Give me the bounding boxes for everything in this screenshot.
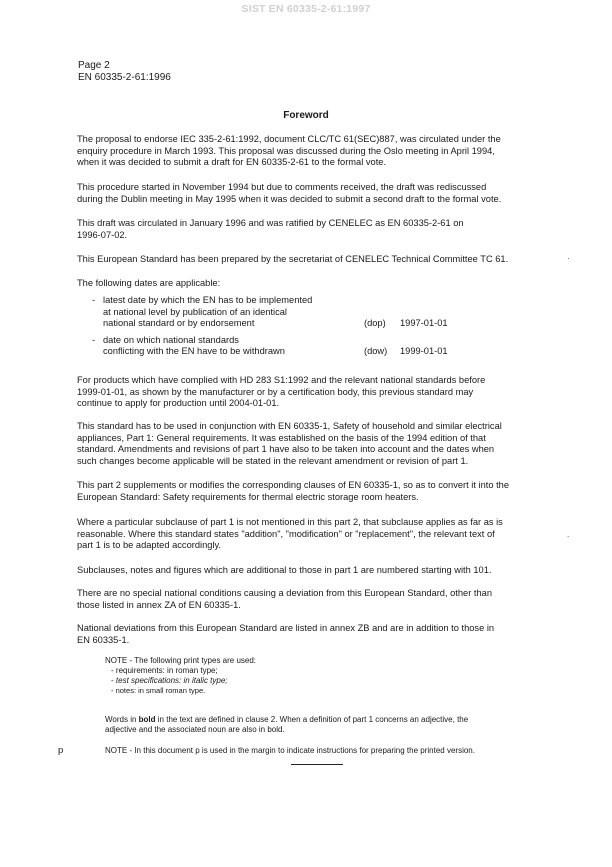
note-item-text: requirements: in roman type; (115, 666, 218, 675)
date-item-text: conflicting with the EN have to be withdrawn (103, 346, 285, 357)
paragraph-national-conditions (77, 588, 565, 611)
words-text: in the text are defined in clause 2. When a definition of part 1 concerns an adjective, the (157, 715, 469, 724)
bullet-dash: - (92, 334, 96, 345)
bullet-dash: - (111, 666, 114, 675)
bullet-dash: - (111, 676, 114, 685)
text-line: standard. Amendments and revisions of part 1 have also to be taken into account and the dates when (77, 444, 495, 455)
watermark: SIST EN 60335-2-61:1997 (241, 3, 371, 15)
text-line: adjective and the associated noun are also in bold. (105, 725, 285, 734)
date-abbreviation: (dop) (364, 318, 386, 329)
paragraph-supplements (77, 480, 565, 503)
date-item-text: date on which national standards (103, 334, 239, 345)
text-line: reasonable. Where this standard states "addition", "modification" or "replacement", the relevant text of (77, 528, 495, 539)
date-item-dow (92, 335, 512, 358)
text-line: This European Standard has been prepared by the secretariat of CENELEC Technical Committee TC 61. (77, 254, 509, 264)
margin-tick: · (567, 254, 570, 263)
margin-mark: p (58, 745, 64, 756)
text-line: during the Dublin meeting in May 1995 when it was decided to submit a second draft to the formal vote. (77, 193, 502, 204)
text-line: 1999-01-01, as shown by the manufacturer or by a certification body, this previous standard may (77, 386, 474, 397)
paragraph-endorsement (77, 134, 565, 169)
document-id: EN 60335-2-61:1996 (78, 72, 171, 83)
text-line (105, 715, 468, 725)
note-item-notes (105, 686, 256, 696)
paragraph-subclause (77, 517, 565, 552)
text-line: such changes become applicable will be stated in the relevant amendment or revision of part 1. (77, 455, 469, 466)
bullet-dash: - (111, 686, 114, 695)
paragraph-procedure (77, 182, 565, 205)
text-line: European Standard: Safety requirements for thermal electric storage room heaters. (77, 491, 419, 502)
text-line: enquiry procedure in March 1993. This proposal was discussed during the Oslo meeting in April 1994, (77, 145, 495, 156)
text-line: when it was decided to submit a draft for EN 60335-2-61 to the formal vote. (77, 157, 387, 168)
note-margin: NOTE - In this document p is used in the margin to indicate instructions for preparing the printed version. (105, 746, 475, 755)
date-abbreviation: (dow) (364, 346, 388, 357)
text-line: 1996-07-02. (77, 229, 128, 240)
page-number: Page 2 (78, 60, 110, 71)
paragraph-previous-standard (77, 375, 565, 410)
note-print-types (105, 656, 256, 696)
text-line: EN 60335-1. (77, 634, 130, 645)
text-line: This part 2 supplements or modifies the corresponding clauses of EN 60335-1, so as to convert it into the (77, 480, 510, 490)
dates-list (92, 295, 512, 358)
date-value: 1999-01-01 (400, 346, 448, 357)
margin-tick: . (567, 530, 570, 539)
words-bold: bold (138, 715, 156, 724)
text-line: those listed in annex ZA of EN 60335-1. (77, 599, 241, 610)
note-item-text: test specifications: in italic type; (115, 676, 228, 685)
bullet-dash: - (92, 295, 96, 305)
text-line: The proposal to endorse IEC 335-2-61:1992, document CLC/TC 61(SEC)887, was circulated under the (77, 134, 501, 144)
text-line: This standard has to be used in conjunction with EN 60335-1, Safety of household and similar electrical (77, 421, 502, 431)
text-line: appliances, Part 1: General requirements. It was established on the basis of the 1994 edition of that (77, 432, 486, 443)
text-line: The following dates are applicable: (77, 278, 221, 288)
text-line: part 1 is to be adapted accordingly. (77, 540, 222, 551)
text-line: continue to apply for production until 2004-01-01. (77, 398, 280, 409)
date-item-text: at national level by publication of an identical (103, 306, 287, 317)
paragraph-ratification (77, 218, 565, 241)
end-rule (291, 764, 343, 765)
foreword-title: Foreword (283, 110, 329, 121)
date-item-text: latest date by which the EN has to be implemented (103, 295, 313, 305)
paragraph-bold-words (105, 715, 468, 735)
date-item-dop (92, 295, 512, 330)
note-item-requirements (105, 666, 256, 676)
date-item-text: national standard or by endorsement (103, 318, 255, 329)
text-line: This procedure started in November 1994 but due to comments received, the draft was rediscussed (77, 182, 487, 192)
paragraph-national-deviations (77, 623, 565, 646)
words-text: Words in (105, 715, 137, 724)
paragraph-secretariat (77, 254, 565, 266)
text-line: For products which have complied with HD 283 S1:1992 and the relevant national standards before (77, 375, 486, 385)
paragraph-dates-intro (77, 278, 565, 290)
note-item-test-specifications (105, 676, 256, 686)
text-line: This draft was circulated in January 1996 and was ratified by CENELEC as EN 60335-2-61 on (77, 218, 464, 228)
text-line: Where a particular subclause of part 1 is not mentioned in this part 2, that subclause applies as far as is (77, 517, 503, 527)
paragraph-conjunction (77, 421, 565, 467)
text-line: There are no special national conditions causing a deviation from this European Standard, other than (77, 588, 493, 598)
date-value: 1997-01-01 (400, 318, 448, 329)
text-line: Subclauses, notes and figures which are additional to those in part 1 are numbered starting with 101. (77, 565, 492, 575)
paragraph-numbering (77, 565, 565, 577)
note-heading: NOTE - The following print types are used: (105, 656, 257, 665)
text-line: National deviations from this European Standard are listed in annex ZB and are in addition to those in (77, 623, 495, 633)
note-item-text: notes: in small roman type. (115, 686, 206, 695)
